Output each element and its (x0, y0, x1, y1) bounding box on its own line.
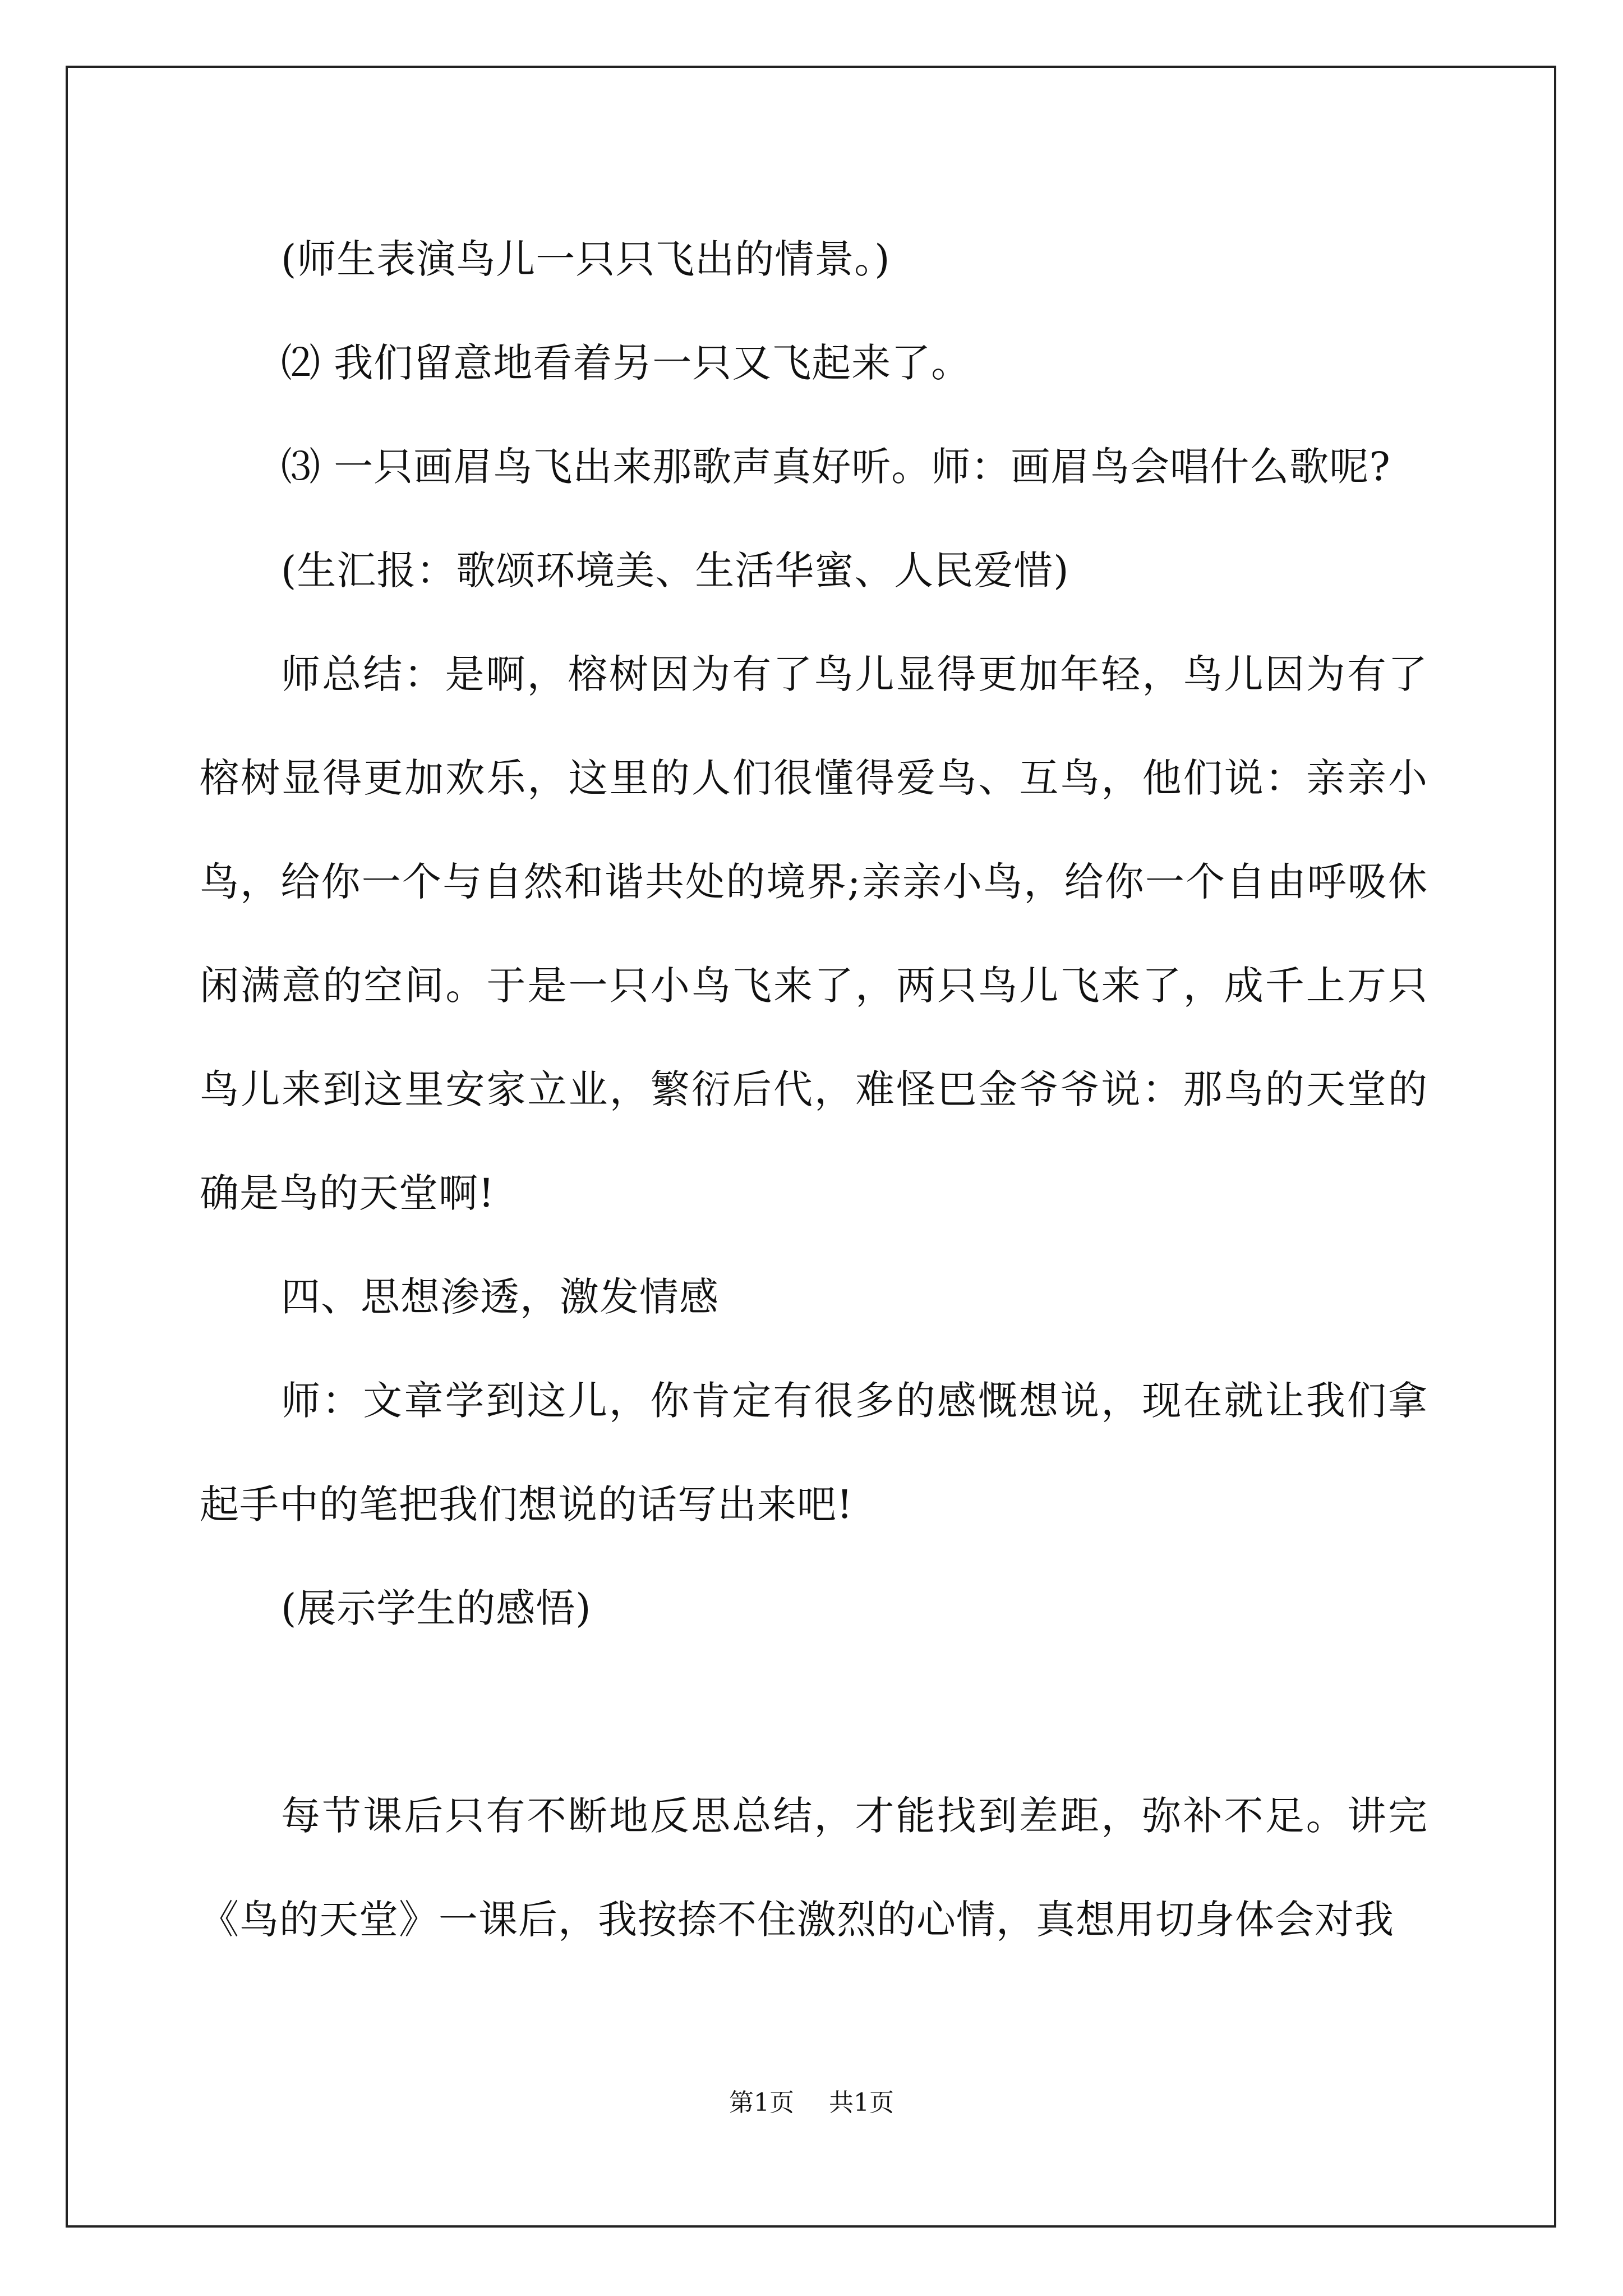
paragraph: 师总结：是啊，榕树因为有了鸟儿显得更加年轻，鸟儿因为有了榕树显得更加欢乐，这里的人们很懂得爱鸟、互鸟，他们说：亲亲小鸟，给你一个与自然和谐共处的境界;亲亲小鸟，给你一个自由呼吸休闲满意的空间。于是一只小鸟飞来了，两只鸟儿飞来了，成千上万只鸟儿来到这里安家立业，繁衍后代，难怪巴金爷爷说：那鸟的天堂的确是鸟的天堂啊! (200, 651, 1428, 1216)
paragraph: (展示学生的感悟) (281, 1585, 592, 1631)
page-footer (0, 2082, 1623, 2118)
page-number: 第1页 (729, 2088, 794, 2117)
page-total: 共1页 (829, 2088, 894, 2117)
paragraph: ⑶ 一只画眉鸟飞出来那歌声真好听。师：画眉鸟会唱什么歌呢? (281, 444, 1391, 490)
paragraph: (生汇报：歌颂环境美、生活华蜜、人民爱惜) (281, 547, 1069, 593)
paragraph: 每节课后只有不断地反思总结，才能找到差距，弥补不足。讲完《鸟的天堂》一课后，我按捺不住激烈的心情，真想用切身体会对我 (200, 1793, 1428, 1943)
paragraph: 师：文章学到这儿，你肯定有很多的感慨想说，现在就让我们拿起手中的笔把我们想说的话写出来吧! (200, 1378, 1428, 1527)
paragraph: (师生表演鸟儿一只只飞出的情景。) (281, 236, 891, 282)
section-heading: 四、思想渗透，激发情感 (281, 1274, 719, 1320)
paragraph-spacer (200, 1660, 1428, 1764)
paragraph: ⑵ 我们留意地看着另一只又飞起来了。 (281, 340, 971, 386)
document-body (200, 208, 1428, 1972)
